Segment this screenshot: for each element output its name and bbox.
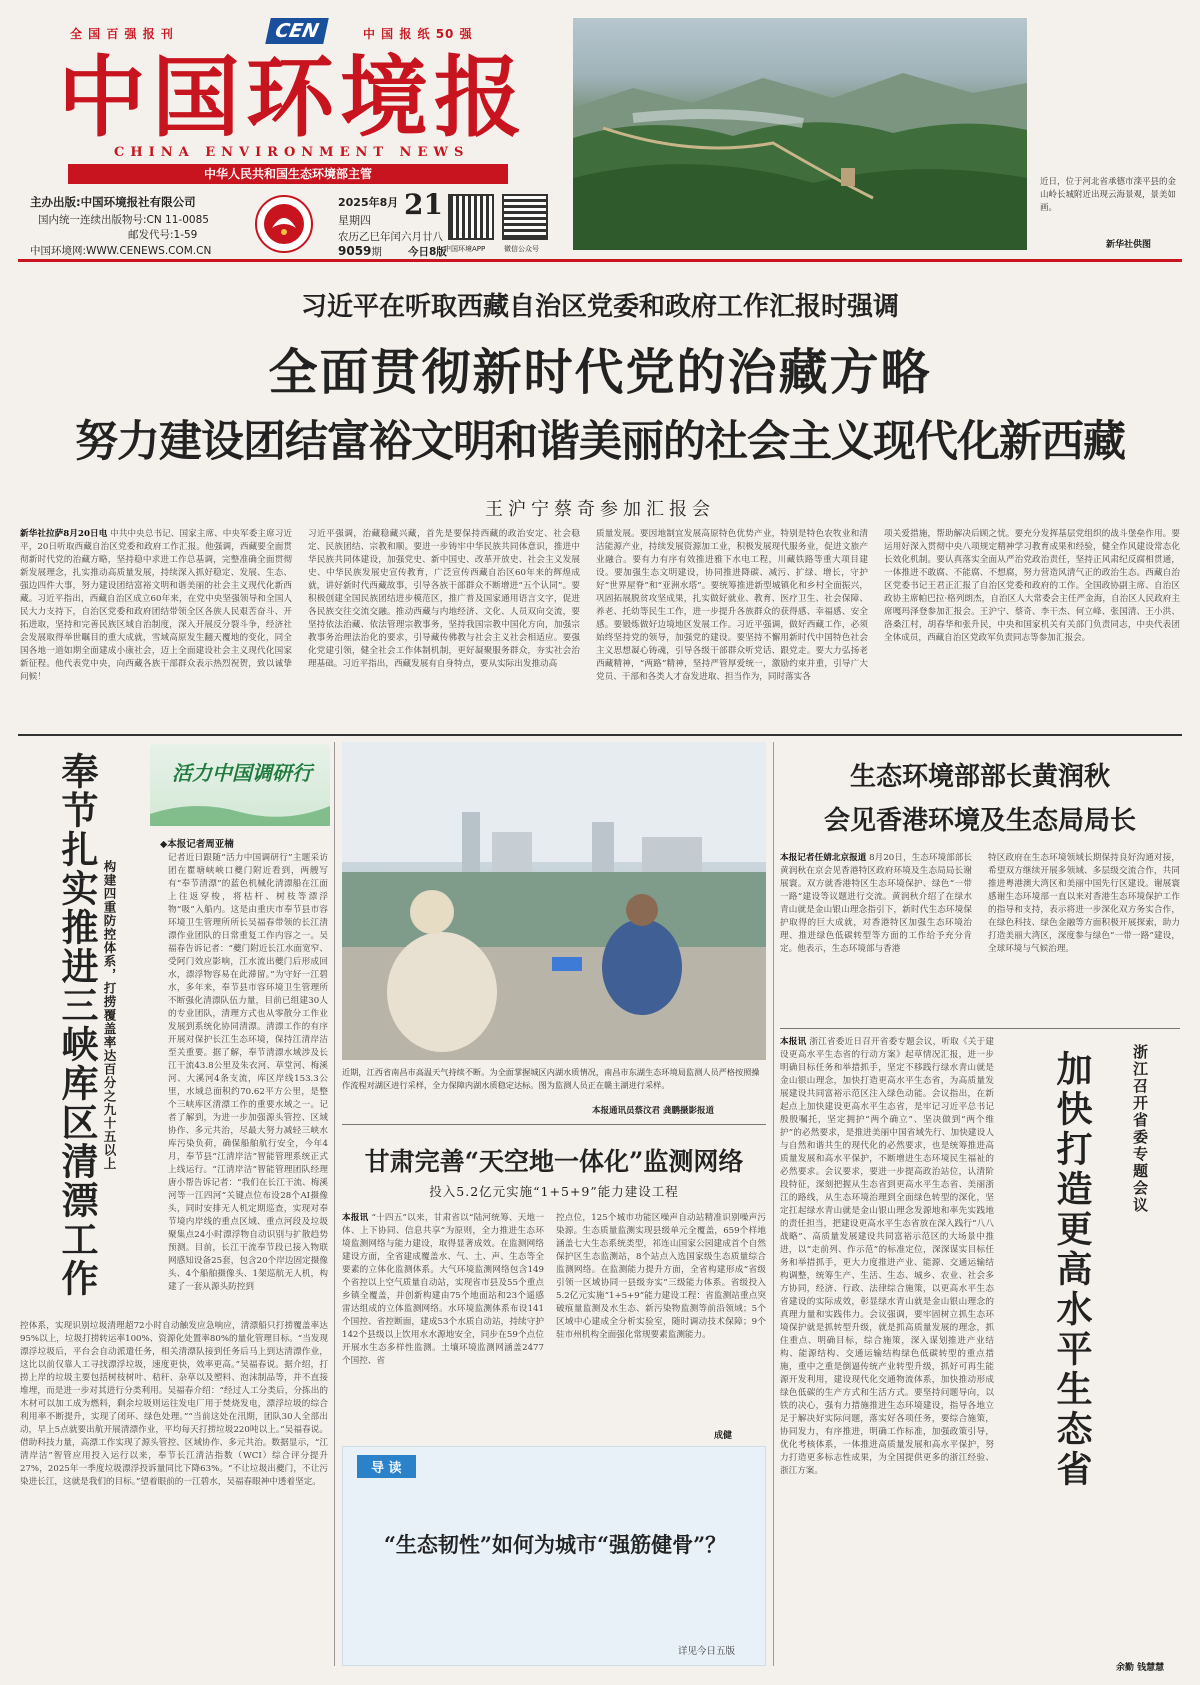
qr-wechat-label: 微信公众号 bbox=[504, 245, 539, 253]
lead-subhead: 王沪宁蔡奇参加汇报会 bbox=[485, 499, 715, 520]
daodu-box bbox=[342, 1446, 766, 1666]
qr-code-app-icon[interactable] bbox=[448, 194, 494, 240]
lake-sampling-photo bbox=[342, 742, 766, 1060]
huang-col2-text: 特区政府在生态环境领域长期保持良好沟通对接，希望双方继续开展多领域、多层级交流合作，共同推进粤港澳大湾区和美丽中国先行区建设。谢展寰感谢生态环境部一直以来对香港生态环境保护工作的指导和支持，表示将进一步深化双方务实合作，在绿色科技、绿色金融等方面积极开展探索，助力打造美丽大湾区，深度参与绿色“一带一路”建设，全球环境与气候治理。 bbox=[988, 853, 1180, 954]
center-photo-credit: 本报通讯员蔡汶君 龚鹏摄影报道 bbox=[592, 1106, 714, 1116]
gansu-column-1 bbox=[342, 1212, 544, 1438]
huang-headline-1: 生态环境部部长黄润秋 bbox=[849, 762, 1110, 792]
zhejiang-headline: 加快打造更高水平生态省 bbox=[1051, 1050, 1092, 1490]
zhejiang-subhead: 浙江召开省委专题会议 bbox=[1131, 1044, 1149, 1214]
fengjie-subhead: 构建四重防控体系，打捞覆盖率达百分之九十五以上 bbox=[102, 860, 117, 1171]
english-title: CHINA ENVIRONMENT NEWS bbox=[114, 145, 470, 160]
lead-dateline: 新华社拉萨8月20日电 bbox=[20, 529, 108, 539]
lead-col3-text: 质量发展。要因地制宜发展高原特色优势产业，特别是特色农牧业和清洁能源产业，持续发展资源加工业，积极发展现代服务业，促进文旅产业融合。要有力有序有效推进雅下水电工程，川藏铁路等重大项目建设。要加强生态文明建设，协同推进降碳、减污、扩绿、增长，守护好“世界屋脊”和“亚洲水塔”。要统筹推进新型城镇化和乡村全面振兴，巩固拓展脱贫攻坚成果，扎实做好就业、教育、医疗卫生、社会保障、养老、托幼等民生工作，进一步提升各族群众的获得感、幸福感、安全感。要锻炼做好边境地区发展工作。习近平强调，做好西藏工作，必须始终坚持党的领导，加强党的建设。要坚持不懈用新时代中国特色社会主义思想凝心铸魂，引导各级干部群众听党话、跟党走。要大力弘扬老西藏精神，“两路”精神，坚持严管厚爱统一，激励约束并重，引导广大党员、干部和各类人才奋发进取、担当作为，同时落实各 bbox=[596, 529, 868, 682]
qr-code-wechat-icon[interactable] bbox=[502, 194, 548, 240]
lunar-date: 农历乙巳年闰六月廿八 bbox=[338, 231, 443, 243]
tag-left: 全 国 百 强 报 刊 bbox=[70, 27, 174, 41]
gansu-lead: 本报讯 bbox=[342, 1213, 369, 1223]
day: 21 bbox=[404, 188, 443, 221]
column-divider-left bbox=[334, 742, 335, 1666]
photo-caption: 近日，位于河北省承德市滦平县的金山岭长城附近出现云海景观，景美如画。 bbox=[1040, 177, 1177, 213]
huang-headline-2: 会见香港环境及生态局局长 bbox=[823, 806, 1136, 836]
lead-col2-text: 习近平强调，治藏稳藏兴藏，首先是要保持西藏的政治安定、社会稳定、民族团结、宗教和顺。要进一步铸牢中华民族共同体意识，推进中华民族共同体建设，加强党史、新中国史、改革开放史、社会主义发展史、中华民族发展史宣传教育，广泛宣传西藏自治区60年来的辉煌成就，讲好新时代西藏故事，引导各族干部群众不断增进“五个认同”。要积极创建全国民族团结进步模范区，推广普及国家通用语言文字，促进各民族交往交流交融。推动西藏与内地经济、文化、人员双向交流，要坚持依法治藏、依法管理宗教事务，坚持我国宗教中国化方向，加强宗教事务治理法治化的要求，引导藏传佛教与社会主义社会相适应。要强化党建引领，健全社会工作体制机制，更好凝聚服务群众，夯实社会治理基础。习近平指出，西藏发展有自身特点，要从实际出发推动高 bbox=[308, 529, 580, 669]
issue-number: 9059 bbox=[338, 244, 372, 258]
website: 中国环境网:WWW.CENEWS.COM.CN bbox=[30, 245, 212, 257]
zhejiang-lead: 本报讯 bbox=[780, 1037, 807, 1047]
zhejiang-column bbox=[780, 1036, 994, 1652]
column-divider-right bbox=[773, 742, 774, 1666]
newspaper-title: 中国环境报 bbox=[58, 46, 529, 149]
tag-right: 中 国 报 纸 50 强 bbox=[363, 27, 473, 41]
gansu-subhead: 投入5.2亿元实施“1+5+9”能力建设工程 bbox=[429, 1184, 679, 1199]
zhejiang-col-text: 浙江省委近日召开省委专题会议，听取《关于建设更高水平生态省的行动方案》起草情况汇报，进一步明确目标任务和举措抓手，坚定不移践行绿水青山就是金山银山理念，加快打造更高水平生态省，为高质量发展建设共同富裕示范区注入绿色动能。会议指出，在新起点上加快建设更高水平生态省，是牢记习近平总书记殷殷嘱托，坚定拥护“两个确立”、坚决做到“两个维护”的必然要求，是推进美丽中国省域先行、加快建设人与自然和谐共生的现代化的必然要求，也是统筹推进高质量发展和高水平保护，不断增进生态环境民生福祉的必然要求。会议要求，要进一步提高政治站位，认清阶段特征，深刻把握从生态省到更高水平生态省、美丽浙江的路线，从生态环境治理到全面绿色转型的深化，坚定扛起绿水青山就是金山银山理念发源地和率先实践地的责任担当，把建设更高水平生态省放在深入践行“八八战略”、高质量发展建设共同富裕示范区的大场景中推进，以“走前列、作示范”的标准定位，深深谋实目标任务和举措抓手，更大力度推进产业、能源、交通运输结构调整，统筹生产、生活、生态、城乡、农业、社会多方协同，经济、行政、法律综合施策，以更高水平生态省建设的实际成效，彰显绿水青山就是金山银山理念的真理力量和实践伟力。会议强调，要牢固树立抓生态环境保护就是抓转型升级，就是抓高质量发展的理念，抓住重点、明确目标，综合施策，深入谋划推进产业结构、能源结构、交通运输结构绿色低碳转型的重点措施，重中之重是倒逼传统产业转型升级，抓好可再生能源开发利用，建设现代化交通物流体系，加快推动形成绿色低碳的生产方式和生活方式。要坚持问题导向，以铁的决心，强有力措施推进生态环境建设，指导各地立足于解决好实际问题，落实好各项任务，要综合施策，协同发力，有序推进，明确工作标准，加强政策引导，优化考核体系，一体推进高质量发展和高水平保护，努力打造更多标志性成果，为全国提供更多的浙江经验、浙江方案。 bbox=[780, 1037, 994, 1476]
gansu-author: 成健 bbox=[714, 1431, 733, 1441]
gansu-rule bbox=[342, 1124, 766, 1125]
publisher: 主办出版:中国环境报社有限公司 bbox=[30, 195, 196, 209]
gansu-col1-text: “十四五”以来，甘肃省以“陆河统筹、天地一体、上下协同、信息共享”为原则，全力推进生态环境监测网络与能力建设，取得显著成效。在监测网络建设方面，全省建成覆盖水、气、土、声、生态等全要素的立体化监测体系。大气环境监测网络包含149个省控以上空气质量自动站，实现省市县及55个重点乡镇全覆盖，并创新构建由75个地面站和23个遥感雷达组成的立体监测网络。水环境监测体系布设141个国控、省控断面，建成53个水质自动站，持续守护142个县级以上饮用水水源地安全，同步在59个点位开展水生态多样性监测。土壤环境监测网涵盖2477个国控、省 bbox=[342, 1213, 544, 1366]
mountain-landscape-icon bbox=[573, 18, 1027, 250]
huang-lead: 本报记者任婧北京报道 bbox=[780, 853, 867, 863]
gansu-col2-text: 控点位，125个城市功能区噪声自动站精准识别噪声污染源。生态质量监测实现县级单元全覆盖，659个样地涵盖七大生态系统类型，祁连山国家公园建成首个自然保护区生态监测站，8个站点入选国家级生态质量综合监测网络。在监测能力提升方面，全省构建形成“省级引领一区域协同一县级夯实”三级能力体系。省级投入5.2亿元实施“1+5+9”能力建设工程：省监测站重点突破痕量监测及水生态、新污染物监测等前沿领域；5个区域中心建成全分析实验室，随时调动技术保障；9个驻市州机构全面强化常规要素监测能力。 bbox=[556, 1213, 766, 1340]
green-wave-icon bbox=[150, 744, 330, 826]
lead-column-4 bbox=[884, 528, 1180, 728]
supervisor: 中华人民共和国生态环境部主管 bbox=[203, 167, 372, 181]
vitality-china-logo bbox=[150, 744, 330, 826]
vitality-china-logo-text: 活力中国调研行 bbox=[172, 761, 312, 785]
daodu-see-page[interactable]: 详见今日五版 bbox=[677, 1646, 735, 1657]
center-photo-caption: 近期，江西省南昌市高温天气持续不断。为全面掌握城区内湖水质情况，南昌市东湖生态环境局监测人员严格按照操作流程对湖区进行采样，全力保障内湖水质稳定达标。图为监测人员正在赣主湖进行采样。 bbox=[342, 1067, 760, 1090]
huang-column-2 bbox=[988, 852, 1180, 1020]
date-ym: 2025年8月 bbox=[338, 196, 399, 209]
fengjie-bottom-text: 控体系，实现识别垃圾清理超72小时自动触发应急响应，清漂船只打捞覆盖率达95%以上，垃圾打捞转运率100%、资源化处置率80%的量化管理目标。“当发现漂浮垃圾后，平台会自动派遣任务，相关清漂队接到任务后马上到达清漂作业，这比以前仅靠人工寻找漂浮垃圾，速度更快，效率更高。”吴福春说。据介绍，打捞上岸的垃圾主要包括树枝树叶、秸秆、杂草以及塑料、泡沫制品等，并不直接堆埋，而是进一步对其进行分类利用。吴福春介绍：“经过人工分类后，分拣出的木材可以加工成为燃料，剩余垃圾则运往发电厂用于焚烧发电，漂浮垃圾的综合利用率不断提升，实现了闭环、绿色处理。”“当前这处在汛期，团队30人全部出动，早上5点就要出航开展清漂作业，平均每天打捞垃圾220吨以上。”吴福春说。借助科技力量，高漂工作实现了源头管控、区域协作、多元共治。数据显示，“江清岸洁”智管应用投入运行以来，奉节长江清洁指数（WCI）综合评分提升27%，2025年一季度垃圾漂浮投诉量同比下降63%。“不让垃圾出夔门，不让污染进长江，这就是我们的目标。”望着眼前的一江碧水，吴福春眼神中透着坚定。 bbox=[20, 1321, 328, 1487]
weekday: 星期四 bbox=[338, 214, 371, 227]
gansu-headline: 甘肃完善“天空地一体化”监测网络 bbox=[364, 1147, 744, 1176]
daodu-headline[interactable]: “生态韧性”如何为城市“强筋健骨”？ bbox=[383, 1532, 727, 1557]
supervisor-banner bbox=[68, 164, 508, 184]
gansu-column-2 bbox=[556, 1212, 766, 1428]
issue-unit: 期 bbox=[371, 246, 382, 258]
fengjie-column-1 bbox=[168, 852, 328, 1310]
page-count: 今日8版 bbox=[408, 246, 447, 258]
cen-logo: CEN bbox=[265, 18, 329, 44]
post-code: 邮发代号:1-59 bbox=[128, 229, 198, 241]
issue bbox=[338, 244, 382, 259]
lead-column-1 bbox=[20, 528, 292, 728]
section-rule bbox=[18, 734, 1182, 736]
lead-col4-text: 项关爱措施，帮助解决后顾之忧。要充分发挥基层党组织的战斗堡垒作用。要运用好深入贯彻中央八项规定精神学习教育成果和经验，健全作风建设常态化长效化机制。要认真落实全面从严治党政治责任，坚持正风肃纪反腐相贯通，一体推进不敢腐、不能腐、不想腐，努力营造风清气正的政治生态。西藏自治区党委书记王君正汇报了自治区党委和政府的工作。全国政协副主席、自治区政协主席帕巴拉·格列朗杰，自治区人大常委会主任严金海，自治区人民政府主席嘎玛泽登参加汇报会。王沪宁、蔡奇、李干杰、何立峰、张国清、王小洪、洛桑江村，胡春华和张升民，中央和国家机关有关部门负责同志，中央代表团全体成员，西藏自治区党政军负责同志等参加汇报会。 bbox=[884, 529, 1180, 643]
qr-app-label: 中国环境APP bbox=[444, 245, 486, 253]
daodu-label: 导 读 bbox=[357, 1455, 416, 1478]
lead-headline-2: 努力建设团结富裕文明和谐美丽的社会主义现代化新西藏 bbox=[75, 417, 1125, 467]
masthead bbox=[18, 18, 578, 258]
fengjie-byline: ◆本报记者周亚楠 bbox=[160, 839, 234, 850]
lead-kicker: 习近平在听取西藏自治区党委和政府工作汇报时强调 bbox=[300, 292, 899, 322]
lead-col1-text: 中共中央总书记、国家主席、中央军委主席习近平，20日听取西藏自治区党委和政府工作汇报。他强调，西藏要全面贯彻新时代党的治藏方略，坚持稳中求进工作总基调，完整准确全面贯彻新发展理念，扎实推动高质量发展，持续深入抓好稳定、发展、生态、强边四件大事，努力建设团结富裕文明和谐美丽的社会主义现代化新西藏。习近平指出，西藏自治区成立60年来，在党中央坚强领导和全国人民大力支持下，自治区党委和政府团结带领全区各族人民艰苦奋斗、开拓进取，坚持和完善民族区域自治制度，深入开展反分裂斗争，经济社会发展取得举世瞩目的重大成就，雪域高原发生翻天覆地的变化，同全国各地一道如期全面建成小康社会，迈上全面建设社会主义现代化国家新征程。他代表党中央，向西藏各族干部群众表示热烈祝贺，致以诚挚问候！ bbox=[20, 529, 292, 682]
fengjie-column-bottom bbox=[20, 1320, 328, 1666]
fengjie-col1-text: 记者近日跟随“活力中国调研行”主题采访团在瞿塘峡峡口夔门附近看到，两艘写有“奉节清漂”的蓝色机械化清漂船在江面上往返穿梭，将枯杆、树枝等漂浮物“吸”入船内。这是由重庆市奉节县市容环境卫生管理所所长吴福春带领的长江清漂作业团队的日常重复工作内容之一。吴福春告诉记者：“夔门附近长江水面宽窄、受阿门效应影响，江水流出夔门后形成回水，漂浮物容易在此滞留。”为守好一江碧水，多年来，奉节县市容环境卫生管理所不断强化清漂队伍力量，目前已组建30人的专业团队，清理方式也从零散分工作业发展到系统化协同清漂。清漂工作的有序开展对保护长江生态环境，保持江清岸洁至关重要。据了解，奉节清漂水域涉及长江干流43.8公里及朱衣河、草堂河、梅溪河、大溪河4条支流，库区岸线153.3公里，水域总面积约70.62平方公里，是整个三峡库区清漂工作的重要水域之一。记者了解到，为进一步加强源头管控、区域协作、多元共治，尽最大努力减轻三峡水库污染负荷，确保船舶航行安全，今年4月，奉节县“江清岸洁”智能管理系统正式上线运行。“江清岸洁”智能管理团队经理唐小帮告诉记者：“我们在长江干流、梅溪河等一江四河”关键点位布设28个AI摄像头，同时安排无人机定期巡查，实现对奉节境内岸线的重点区域、重点河段及垃圾聚集点24小时漂浮物自动识别与扩散趋势预测。目前，长江干流奉节段已接入物联网感知设备25套，包含20个岸边固定摄像头、4个船舶摄像头、1架巡航无人机，构建了一套从源头防控到 bbox=[168, 853, 328, 1292]
cn-number: 国内统一连续出版物号:CN 11-0085 bbox=[38, 214, 209, 226]
anniversary-emblem-icon bbox=[254, 194, 314, 254]
huang-column-1 bbox=[780, 852, 972, 1020]
zhejiang-author: 余勤 钱慧慧 bbox=[1116, 1663, 1165, 1673]
fengjie-headline: 奉节扎实推进三峡库区清漂工作 bbox=[55, 752, 98, 1298]
photo-scene-icon bbox=[342, 742, 766, 1060]
huang-col1-text: 8月20日，生态环境部部长黄润秋在京会见香港特区政府环境及生态局局长谢展寰。双方就香港特区生态环境保护、绿色“一带一路”建设等议题进行交流。黄润秋介绍了在绿水青山就是金山银山理念指引下，新时代生态环境保护取得的巨大成就，对香港特区加强生态环境治理、推进绿色低碳转型等方面的工作给予充分肯定。他表示，生态环境部与香港 bbox=[780, 853, 972, 954]
lead-column-2 bbox=[308, 528, 580, 728]
zhejiang-rule bbox=[780, 1028, 1180, 1029]
photo-credit: 新华社供图 bbox=[1106, 240, 1152, 250]
lead-column-3 bbox=[596, 528, 868, 728]
great-wall-photo bbox=[573, 18, 1027, 250]
masthead-rule bbox=[18, 259, 1182, 262]
lead-headline-1: 全面贯彻新时代党的治藏方略 bbox=[268, 344, 932, 401]
